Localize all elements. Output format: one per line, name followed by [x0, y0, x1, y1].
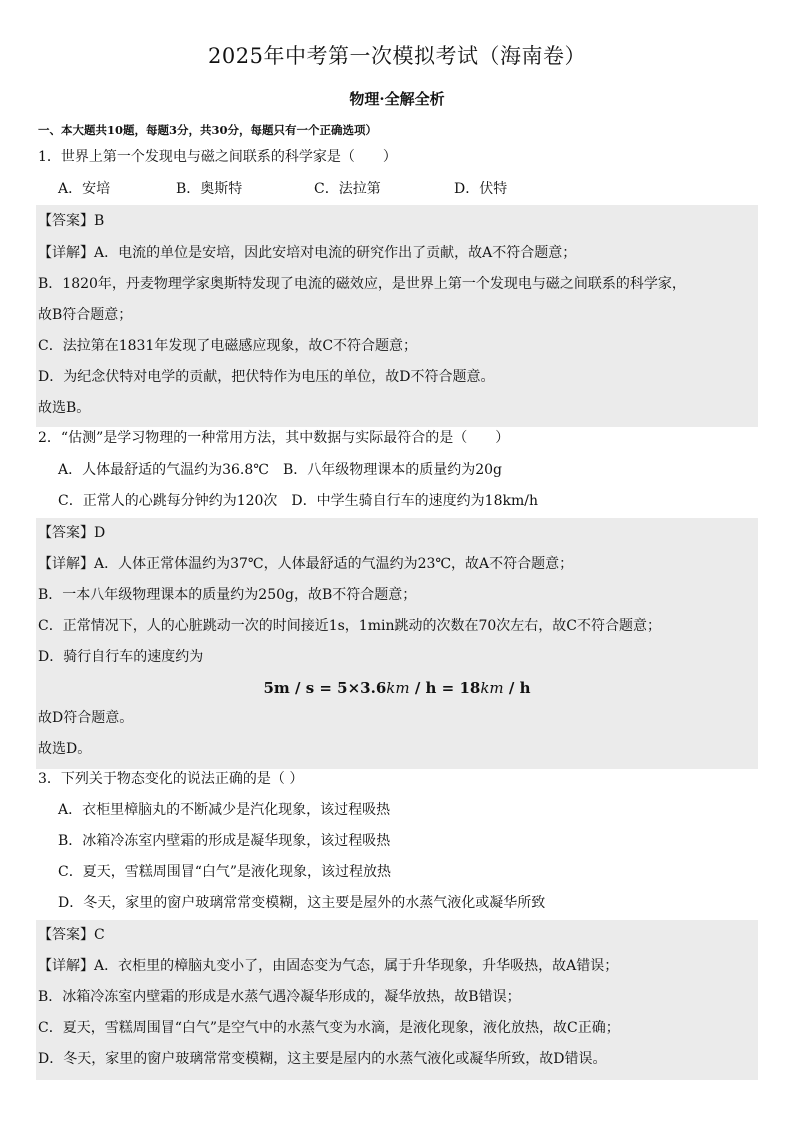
q2-stem: 2．“估测”是学习物理的一种常用方法，其中数据与实际最符合的是（ ）	[38, 430, 510, 446]
q2-detail-line: 【详解】A．人体正常体温约为37℃，人体最舒适的气温约为23℃，故A不符合题意；	[38, 556, 574, 572]
q2-conclusion: 故选D。	[38, 741, 92, 757]
q3-option-d: D．冬天，家里的窗户玻璃常常变模糊，这主要是屋外的水蒸气液化或凝华所致	[58, 895, 546, 911]
q3-detail-line: C．夏天，雪糕周围冒“白气”是空气中的水蒸气变为水滴，是液化现象，液化放热，故C正确；	[38, 1020, 620, 1036]
q3-answer: 【答案】C	[38, 927, 105, 943]
formula-unit: km	[386, 679, 410, 697]
formula-unit: km	[480, 679, 504, 697]
q3-option-b: B．冰箱冷冻室内壁霜的形成是凝华现象，该过程吸热	[58, 833, 391, 849]
q1-answer: 【答案】B	[38, 213, 105, 229]
q1-detail-line: D．为纪念伏特对电学的贡献，把伏特作为电压的单位，故D不符合题意。	[38, 369, 495, 385]
q2-answer: 【答案】D	[38, 525, 106, 541]
q1-option-a: A．安培	[58, 181, 111, 197]
q1-conclusion: 故选B。	[38, 400, 91, 416]
q3-option-a: A．衣柜里樟脑丸的不断减少是汽化现象，该过程吸热	[58, 802, 391, 818]
q1-option-d: D．伏特	[454, 181, 508, 197]
q2-options-row: C．正常人的心跳每分钟约为120次 D．中学生骑自行车的速度约为18km/h	[58, 493, 538, 509]
q1-detail-line: 故B符合题意；	[38, 307, 133, 323]
q2-formula	[0, 679, 794, 697]
formula-part: / h = 18	[409, 679, 481, 697]
q3-detail-line: B．冰箱冷冻室内壁霜的形成是水蒸气遇冷凝华形成的，凝华放热，故B错误；	[38, 989, 521, 1005]
formula-part: / h	[503, 679, 531, 697]
q3-detail-line: D．冬天，家里的窗户玻璃常常变模糊，这主要是屋内的水蒸气液化或凝华所致，故D错误。	[38, 1051, 607, 1067]
q2-options-row: A．人体最舒适的气温约为36.8℃ B．八年级物理课本的质量约为20g	[58, 462, 503, 478]
formula-part: 5m / s = 5×3.6	[263, 679, 387, 697]
q2-detail-line: C．正常情况下，人的心脏跳动一次的时间接近1s，1min跳动的次数在70次左右，故C不符合题意；	[38, 618, 662, 634]
section-heading: 一、本大题共10题，每题3分，共30分，每题只有一个正确选项）	[38, 123, 378, 137]
q1-detail-line: C．法拉第在1831年发现了电磁感应现象，故C不符合题意；	[38, 338, 418, 354]
q1-option-b: B．奥斯特	[176, 181, 243, 197]
q2-detail-line: 故D符合题意。	[38, 710, 134, 726]
q3-stem: 3．下列关于物态变化的说法正确的是（ ）	[38, 771, 304, 787]
exam-title: 2025年中考第一次模拟考试（海南卷）	[208, 44, 586, 68]
q2-detail-line: B．一本八年级物理课本的质量约为250g，故B不符合题意；	[38, 587, 417, 603]
q3-detail-line: 【详解】A．衣柜里的樟脑丸变小了，由固态变为气态，属于升华现象，升华吸热，故A错误；	[38, 958, 619, 974]
q2-detail-line: D．骑行自行车的速度约为	[38, 649, 204, 665]
q1-detail-line: B．1820年，丹麦物理学家奥斯特发现了电流的磁效应，是世界上第一个发现电与磁之间联系的科学家，	[38, 276, 686, 292]
q1-options	[58, 180, 507, 198]
q1-detail-line: 【详解】A．电流的单位是安培，因此安培对电流的研究作出了贡献，故A不符合题意；	[38, 245, 577, 261]
exam-subtitle: 物理·全解全析	[349, 90, 445, 108]
q1-solution-box	[36, 205, 758, 427]
q1-option-c: C．法拉第	[314, 181, 381, 197]
q1-stem: 1．世界上第一个发现电与磁之间联系的科学家是（ ）	[38, 149, 397, 165]
q3-option-c: C．夏天，雪糕周围冒“白气”是液化现象，该过程放热	[58, 864, 392, 880]
